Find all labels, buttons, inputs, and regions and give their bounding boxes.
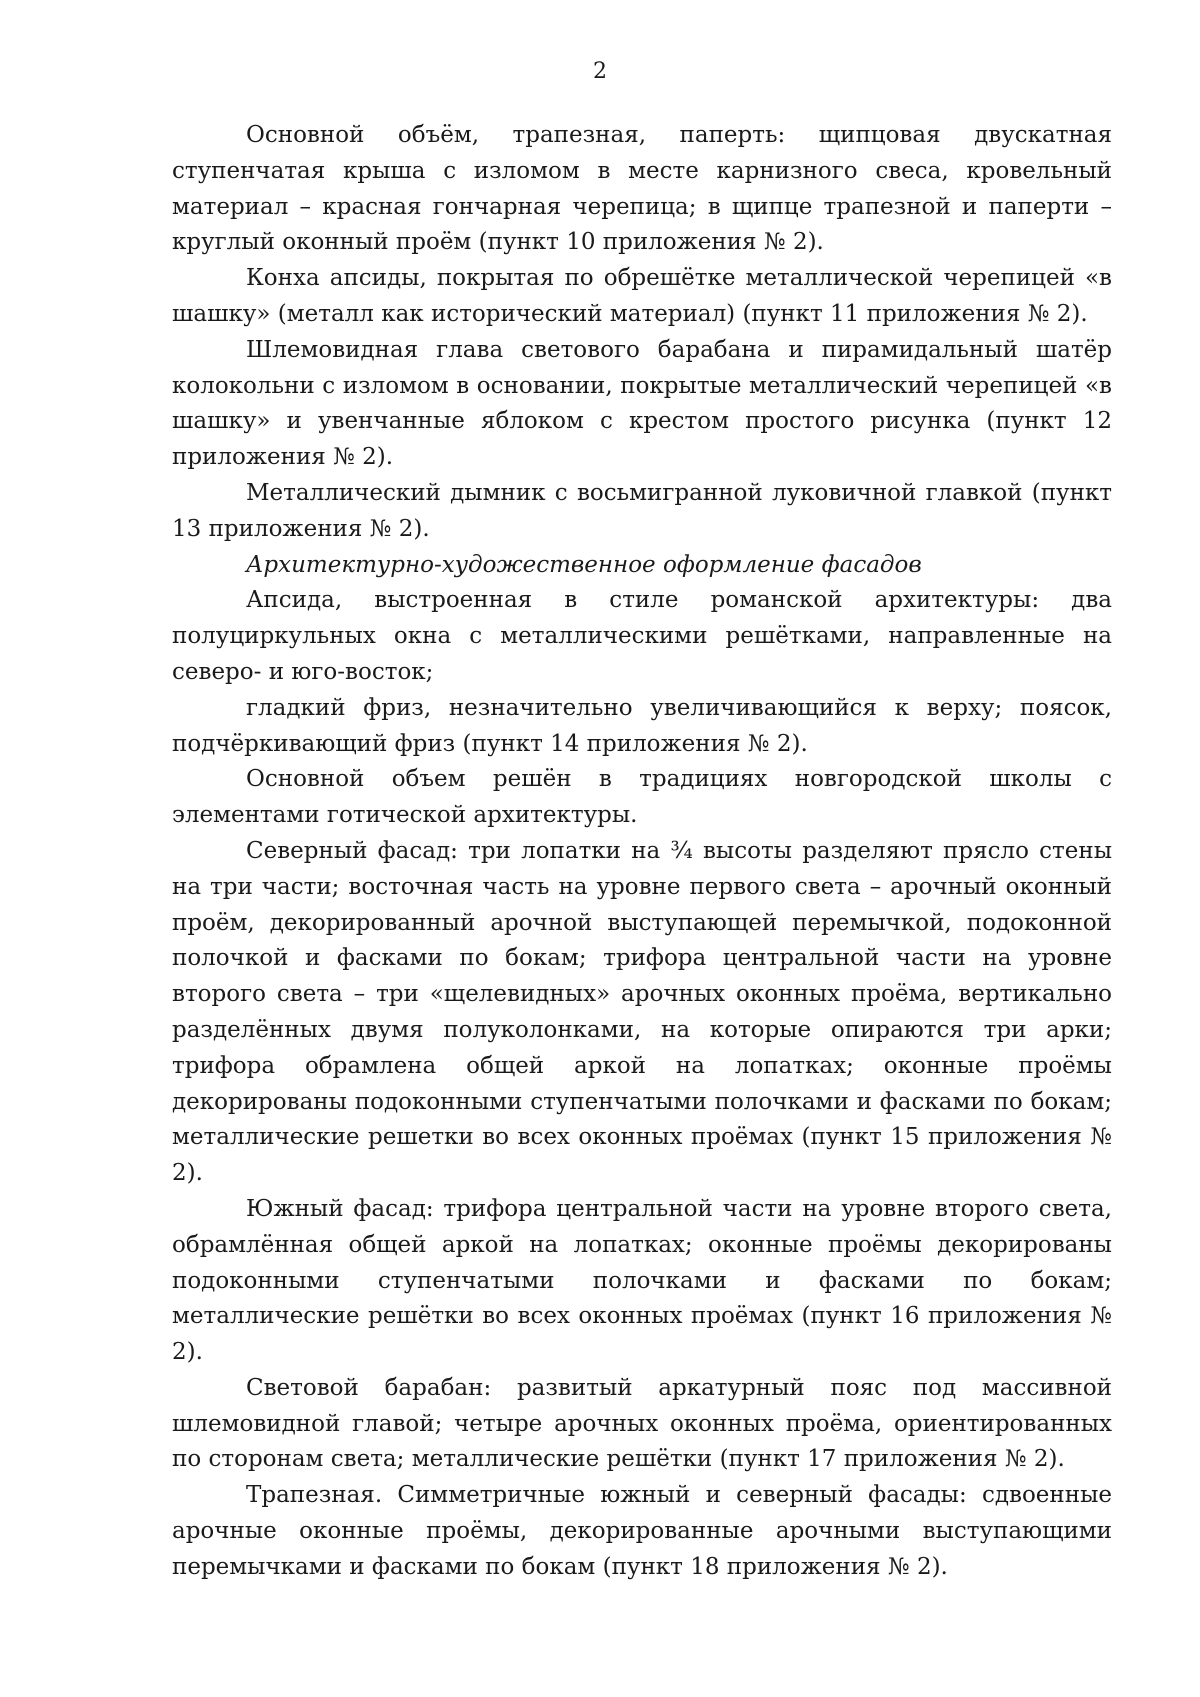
paragraph-south-facade: Южный фасад: трифора центральной части на уровне второго света, обрамлённая общей аркой на лопатках; оконные проёмы декорированы подоконными ступенчатыми полочками и фасками по бокам; металлические решётки во всех оконных проёмах (пункт 16 приложения № 2). (172, 1195, 1112, 1366)
paragraph-north-facade: Северный фасад: три лопатки на ¾ высоты разделяют прясло стены на три части; восточная часть на уровне первого света – арочный оконный проём, декорированный арочной выступающей перемычкой, подоконной полочкой и фасками по бокам; трифора центральной части на уровне второго света – три «щелевидных» арочных оконных проёма, вертикально разделённых двумя полуколонками, на которые опираются три арки; трифора обрамлена общей аркой на лопатках; оконные проёмы декорированы подоконными ступенчатыми полочками и фасками по бокам; металлические решетки во всех оконных проёмах (пункт 15 приложения № 2). (172, 837, 1112, 1187)
paragraph-apse: Апсида, выстроенная в стиле романской архитектуры: два полуциркульных окна с металлическими решётками, направленные на северо- и юго-восток; (172, 587, 1112, 685)
paragraph-chimney: Металлический дымник с восьмигранной луковичной главкой (пункт 13 приложения № 2). (172, 479, 1112, 542)
paragraph-light-drum: Световой барабан: развитый аркатурный пояс под массивной шлемовидной главой; четыре арочных оконных проёма, ориентированных по сторонам света; металлические решётки (пункт 17 приложения № 2). (172, 1374, 1112, 1473)
paragraph-dome-tent: Шлемовидная глава светового барабана и пирамидальный шатёр колокольни с изломом в основании, покрытые металлический черепицей «в шашку» и увенчанные яблоком с крестом простого рисунка (пункт 12 приложения № 2). (172, 336, 1112, 471)
paragraph-apse-conch: Конха апсиды, покрытая по обрешётке металлической черепицей «в шашку» (металл как исторический материал) (пункт 11 приложения № 2). (172, 265, 1112, 327)
page-number: 2 (593, 59, 607, 84)
paragraph-main-volume: Основной объем решён в традициях новгородской школы с элементами готической архитектуры. (172, 766, 1112, 829)
paragraph-roof: Основной объём, трапезная, паперть: щипцовая двускатная ступенчатая крыша с изломом в месте карнизного свеса, кровельный материал – красная гончарная черепица; в щипце трапезной и паперти – круглый оконный проём (пункт 10 приложения № 2). (172, 122, 1112, 256)
paragraph-refectory: Трапезная. Симметричные южный и северный фасады: сдвоенные арочные оконные проёмы, декорированные арочными выступающими перемычками и фасками по бокам (пункт 18 приложения № 2). (172, 1482, 1112, 1580)
paragraph-frieze: гладкий фриз, незначительно увеличивающийся к верху; поясок, подчёркивающий фриз (пункт 14 приложения № 2). (172, 694, 1112, 757)
document-body (172, 118, 1112, 1586)
section-heading-facades: Архитектурно-художественное оформление фасадов (246, 551, 922, 578)
